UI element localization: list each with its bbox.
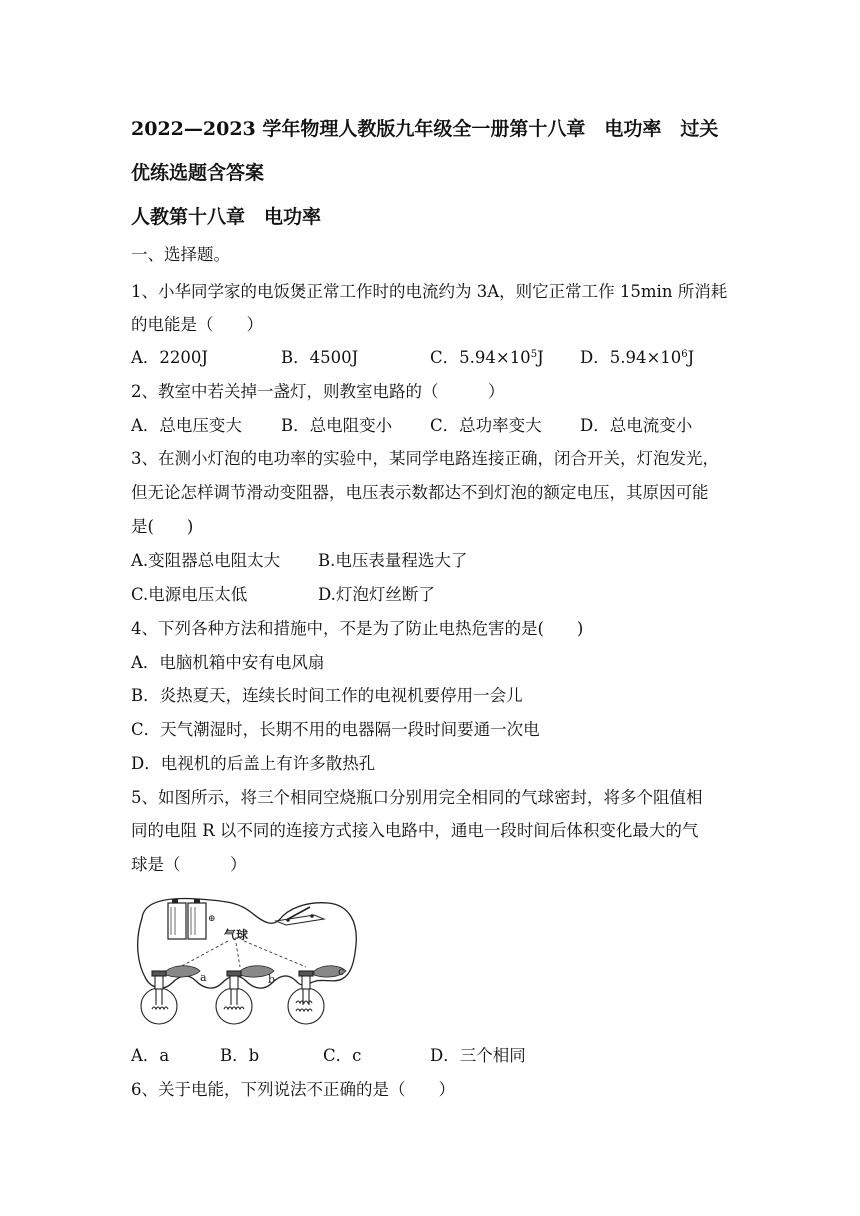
question-4-option-b: B．炎热夏天，连续长时间工作的电视机要停用一会儿 [131,686,523,705]
question-5-option-c: C．c [323,1046,362,1065]
label-c: c [338,965,345,978]
question-1-option-c: C．$5.94\times 10^5J$ [430,348,544,367]
question-2-option-a: A．总电压变大 [131,416,242,435]
battery-icon [168,899,216,939]
document-title-line1: 2022—2023 学年物理人教版九年级全一册第十八章 电功率 过关 [131,118,719,140]
question-6-line-1: 6、关于电能，下列说法不正确的是（ ） [131,1080,455,1099]
question-5-option-a: A．a [131,1046,170,1065]
question-5-line-3: 球是（ ） [131,855,247,874]
question-1-option-b: B．4500J [281,348,359,367]
label-a: a [200,971,207,984]
question-3-option-b: B.电压表量程选大了 [318,551,468,570]
question-3-option-d: D.灯泡灯丝断了 [318,585,435,604]
question-3-option-a: A.变阻器总电阻太大 [131,551,281,570]
question-4-line-1: 4、下列各种方法和措施中，不是为了防止电热危害的是( ) [131,619,584,638]
question-3-line-1: 3、在测小灯泡的电功率的实验中，某同学电路连接正确，闭合开关，灯泡发光， [131,449,719,468]
document-title-line2: 优练选题含答案 [131,162,265,184]
balloon-c [314,965,346,978]
question-2-line-1: 2、教室中若关掉一盏灯，则教室电路的（ ） [131,382,505,401]
label-b: b [268,973,276,986]
question-1-line-1: 1、小华同学家的电饭煲正常工作时的电流约为 3A，则它正常工作 15min 所消耗 [131,282,728,301]
flask-b [216,971,252,1024]
question-5-line-2: 同的电阻 R 以不同的连接方式接入电路中，通电一段时间后体积变化最大的气 [131,821,699,840]
question-2-option-b: B．总电阻变小 [281,416,393,435]
balloon-b [240,966,275,986]
balloon-pointer-lines [180,941,306,967]
question-4-option-a: A．电脑机箱中安有电风扇 [131,653,325,672]
question-3-option-c: C.电源电压太低 [131,585,248,604]
question-4-option-d: D．电视机的后盖上有许多散热孔 [131,754,376,773]
question-2-option-d: D．总电流变小 [580,416,693,435]
balloon-a [166,966,207,984]
question-1-option-a: A．2200J [131,348,209,367]
circuit-figure [128,893,360,1025]
question-4-option-c: C．天气潮湿时，长期不用的电器隔一段时间要通一次电 [131,720,540,739]
section-heading: 人教第十八章 电功率 [131,206,322,228]
question-2-option-c: C．总功率变大 [430,416,542,435]
question-3-line-2: 但无论怎样调节滑动变阻器，电压表示数都达不到灯泡的额定电压，其原因可能 [131,483,709,502]
question-5-option-b: B．b [220,1046,260,1065]
question-1-option-d: D．$5.94\times 10^6J$ [580,348,695,367]
svg-text:⊕: ⊕ [208,914,216,924]
balloon-label: 气球 [224,928,249,942]
question-5-option-d: D．三个相同 [430,1046,526,1065]
question-5-line-1: 5、如图所示，将三个相同空烧瓶口分别用完全相同的气球密封，将多个阻值相 [131,788,703,807]
question-1-line-2: 的电能是（ ） [131,315,263,334]
question-3-line-3: 是( ) [131,517,194,536]
part-heading: 一、选择题。 [131,245,230,264]
